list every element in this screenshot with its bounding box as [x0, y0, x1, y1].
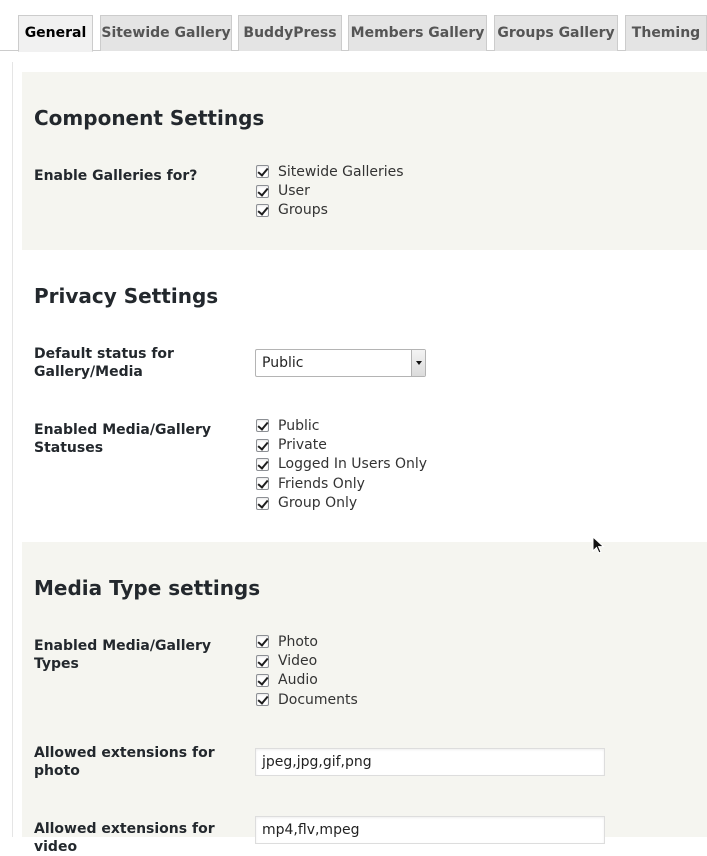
checkbox-photo[interactable]: [256, 632, 358, 651]
video-extensions-label: Allowed extensions for video: [34, 821, 215, 855]
checkbox-label: Groups: [278, 202, 328, 219]
checkbox-checked-icon[interactable]: [256, 165, 269, 178]
component-settings-heading: Component Settings: [34, 106, 265, 130]
mouse-cursor-icon: [592, 536, 606, 556]
default-status-select[interactable]: [255, 349, 426, 377]
checkbox-label: User: [278, 183, 310, 200]
checkbox-checked-icon[interactable]: [256, 439, 269, 452]
checkbox-logged-in-users-only[interactable]: [256, 455, 427, 474]
checkbox-user[interactable]: [256, 181, 404, 200]
checkbox-documents[interactable]: [256, 690, 358, 709]
tab-groups-gallery[interactable]: Groups Gallery: [494, 15, 618, 51]
default-status-value: Public: [262, 355, 304, 371]
enabled-statuses-label: Enabled Media/Gallery Statuses: [34, 422, 212, 456]
enabled-statuses-options: [256, 416, 427, 513]
checkbox-label: Logged In Users Only: [278, 456, 428, 473]
checkbox-label: Video: [278, 653, 318, 670]
checkbox-label: Sitewide Galleries: [278, 163, 404, 180]
enable-galleries-label: Enable Galleries for?: [34, 168, 198, 184]
tab-theming[interactable]: Theming: [625, 15, 707, 51]
checkbox-label: Audio: [278, 672, 318, 689]
checkbox-label: Photo: [278, 633, 318, 650]
dropdown-arrow-icon[interactable]: [411, 350, 425, 376]
checkbox-public[interactable]: [256, 416, 427, 435]
checkbox-checked-icon[interactable]: [256, 635, 269, 648]
tab-buddypress[interactable]: BuddyPress: [238, 15, 342, 51]
checkbox-checked-icon[interactable]: [256, 458, 269, 471]
tab-members-gallery[interactable]: Members Gallery: [348, 15, 487, 51]
checkbox-sitewide-galleries[interactable]: [256, 162, 404, 181]
checkbox-label: Documents: [278, 691, 358, 708]
enabled-types-label: Enabled Media/Gallery Types: [34, 638, 212, 672]
checkbox-checked-icon[interactable]: [256, 674, 269, 687]
checkbox-label: Private: [278, 437, 327, 454]
checkbox-label: Friends Only: [278, 475, 365, 492]
privacy-settings-heading: Privacy Settings: [34, 284, 219, 308]
photo-extensions-label: Allowed extensions for photo: [34, 745, 215, 779]
checkbox-checked-icon[interactable]: [256, 477, 269, 490]
tab-sitewide-gallery[interactable]: Sitewide Gallery: [100, 15, 232, 51]
checkbox-checked-icon[interactable]: [256, 185, 269, 198]
checkbox-checked-icon[interactable]: [256, 655, 269, 668]
enabled-types-options: [256, 632, 358, 710]
media-type-settings-heading: Media Type settings: [34, 576, 261, 600]
default-status-label: Default status for Gallery/Media: [34, 346, 174, 380]
tab-general[interactable]: General: [18, 15, 93, 52]
checkbox-video[interactable]: [256, 651, 358, 670]
checkbox-group-only[interactable]: [256, 494, 427, 513]
checkbox-checked-icon[interactable]: [256, 204, 269, 217]
settings-tabs: [0, 0, 707, 51]
checkbox-friends-only[interactable]: [256, 474, 427, 493]
checkbox-checked-icon[interactable]: [256, 497, 269, 510]
component-settings-section: [22, 72, 707, 250]
checkbox-label: Public: [278, 417, 320, 434]
checkbox-label: Group Only: [278, 495, 358, 512]
photo-extensions-input[interactable]: jpeg,jpg,gif,png: [255, 748, 605, 776]
video-extensions-input[interactable]: mp4,flv,mpeg: [255, 816, 605, 844]
checkbox-audio[interactable]: [256, 671, 358, 690]
checkbox-checked-icon[interactable]: [256, 693, 269, 706]
checkbox-groups[interactable]: [256, 201, 404, 220]
checkbox-private[interactable]: [256, 435, 427, 454]
checkbox-checked-icon[interactable]: [256, 419, 269, 432]
enable-galleries-options: [256, 162, 404, 220]
